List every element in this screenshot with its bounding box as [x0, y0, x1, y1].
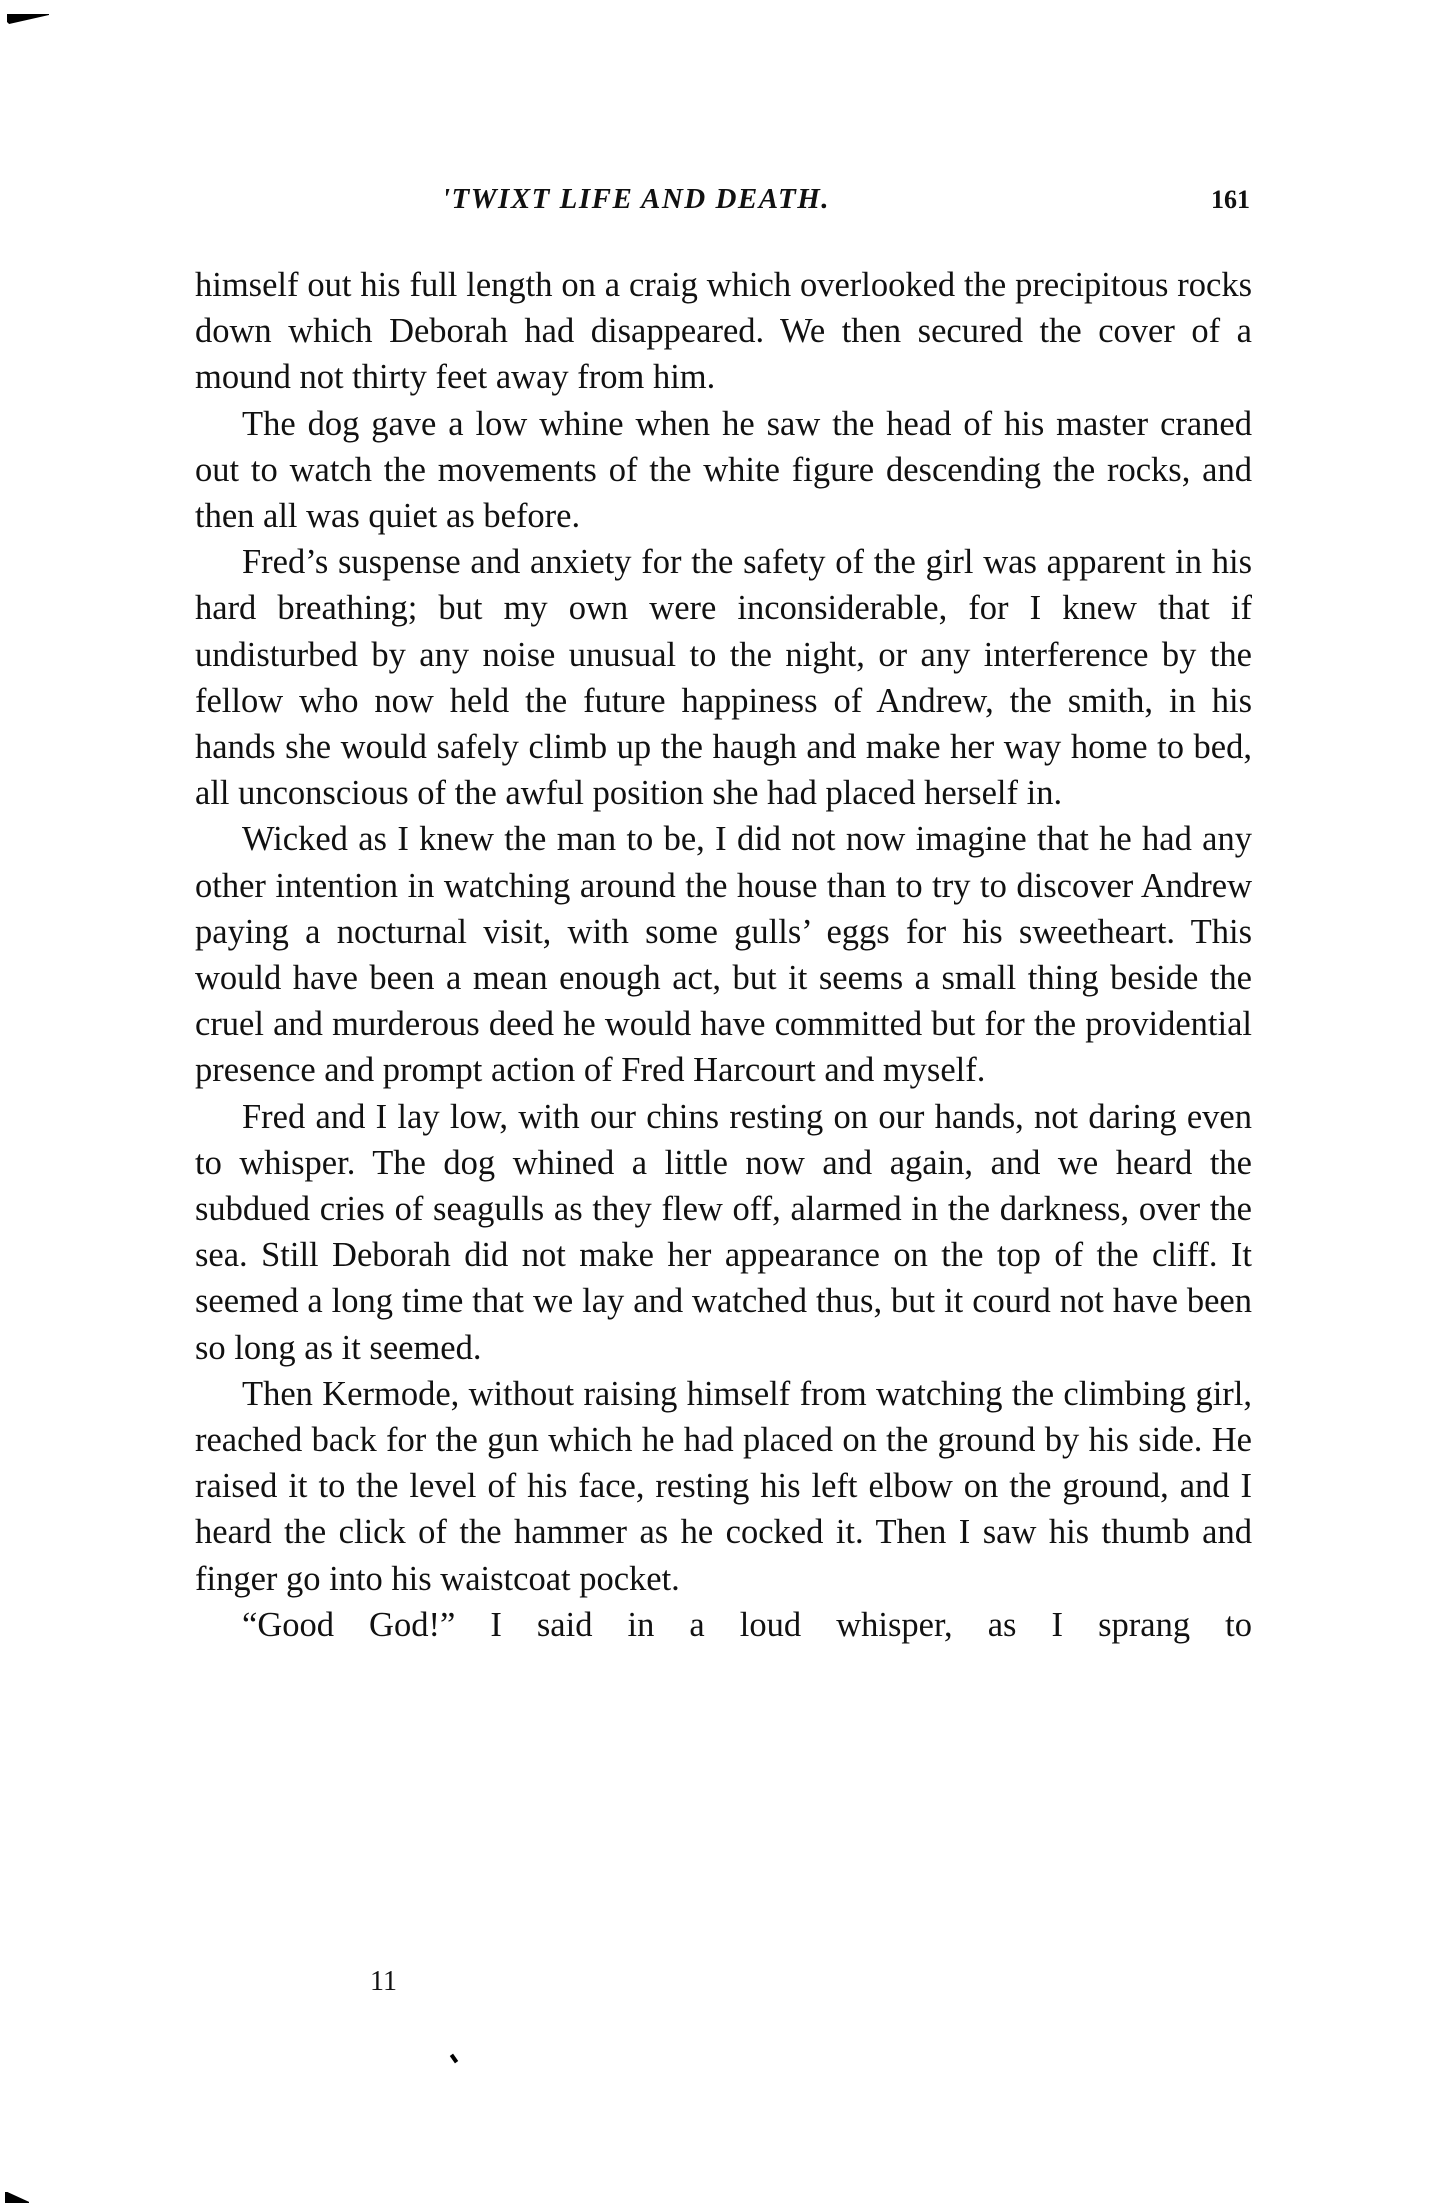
paragraph: Fred’s suspense and anxiety for the safety of the girl was apparent in his hard breathing; but my own were inconsiderable, for I knew that if undisturbed by any noise unusual to the night, or any interference by the fellow who now held the future happiness of Andrew, the smith, in his hands she would safely climb up the haugh and make her way home to bed, all unconscious of the awful position she had placed herself in.	[195, 543, 1252, 813]
paragraph: The dog gave a low whine when he saw the head of his master craned out to watch the movements of the white figure descending the rocks, and then all was quiet as before.	[195, 404, 1252, 536]
page-number: 161	[1211, 185, 1250, 214]
running-head-title: 'TWIXT LIFE AND DEATH.	[442, 183, 831, 215]
paragraph-last: “Good God!” I said in a loud whisper, as I sprang to	[242, 1605, 1252, 1644]
scan-artifact-mark	[5, 2192, 29, 2203]
signature-mark: 11	[370, 1966, 397, 1997]
paragraph-continued: himself out his full length on a craig which overlooked the precipitous rocks down which Deborah had disappeared. We then secured the cover of a mound not thirty feet away from him.	[195, 266, 1252, 397]
paragraph: Then Kermode, without raising himself from watching the climbing girl, reached back for the gun which he had placed on the ground by his side. He raised it to the level of his face, resting his left elbow on the ground, and I heard the click of the hammer as he cocked it. Then I saw his thumb and finger go into his waistcoat pocket.	[195, 1374, 1252, 1598]
running-head	[195, 183, 1250, 223]
paragraph: Fred and I lay low, with our chins resting on our hands, not daring even to whisper. The dog whined a little now and again, and we heard the subdued cries of seagulls as they flew off, alarmed in the darkness, over the sea. Still Deborah did not make her appearance on the top of the cliff. It seemed a long time that we lay and watched thus, but it courd not have been so long as it seemed.	[195, 1097, 1252, 1367]
body-text	[195, 262, 1252, 1648]
scan-artifact-mark	[7, 14, 49, 24]
scan-artifact-speck	[450, 2054, 458, 2064]
paragraph: Wicked as I knew the man to be, I did not now imagine that he had any other intention in watching around the house than to try to discover Andrew paying a nocturnal visit, with some gulls’ eggs for his sweetheart. This would have been a mean enough act, but it seems a small thing beside the cruel and murderous deed he would have committed but for the providential presence and prompt action of Fred Harcourt and myself.	[195, 820, 1252, 1090]
